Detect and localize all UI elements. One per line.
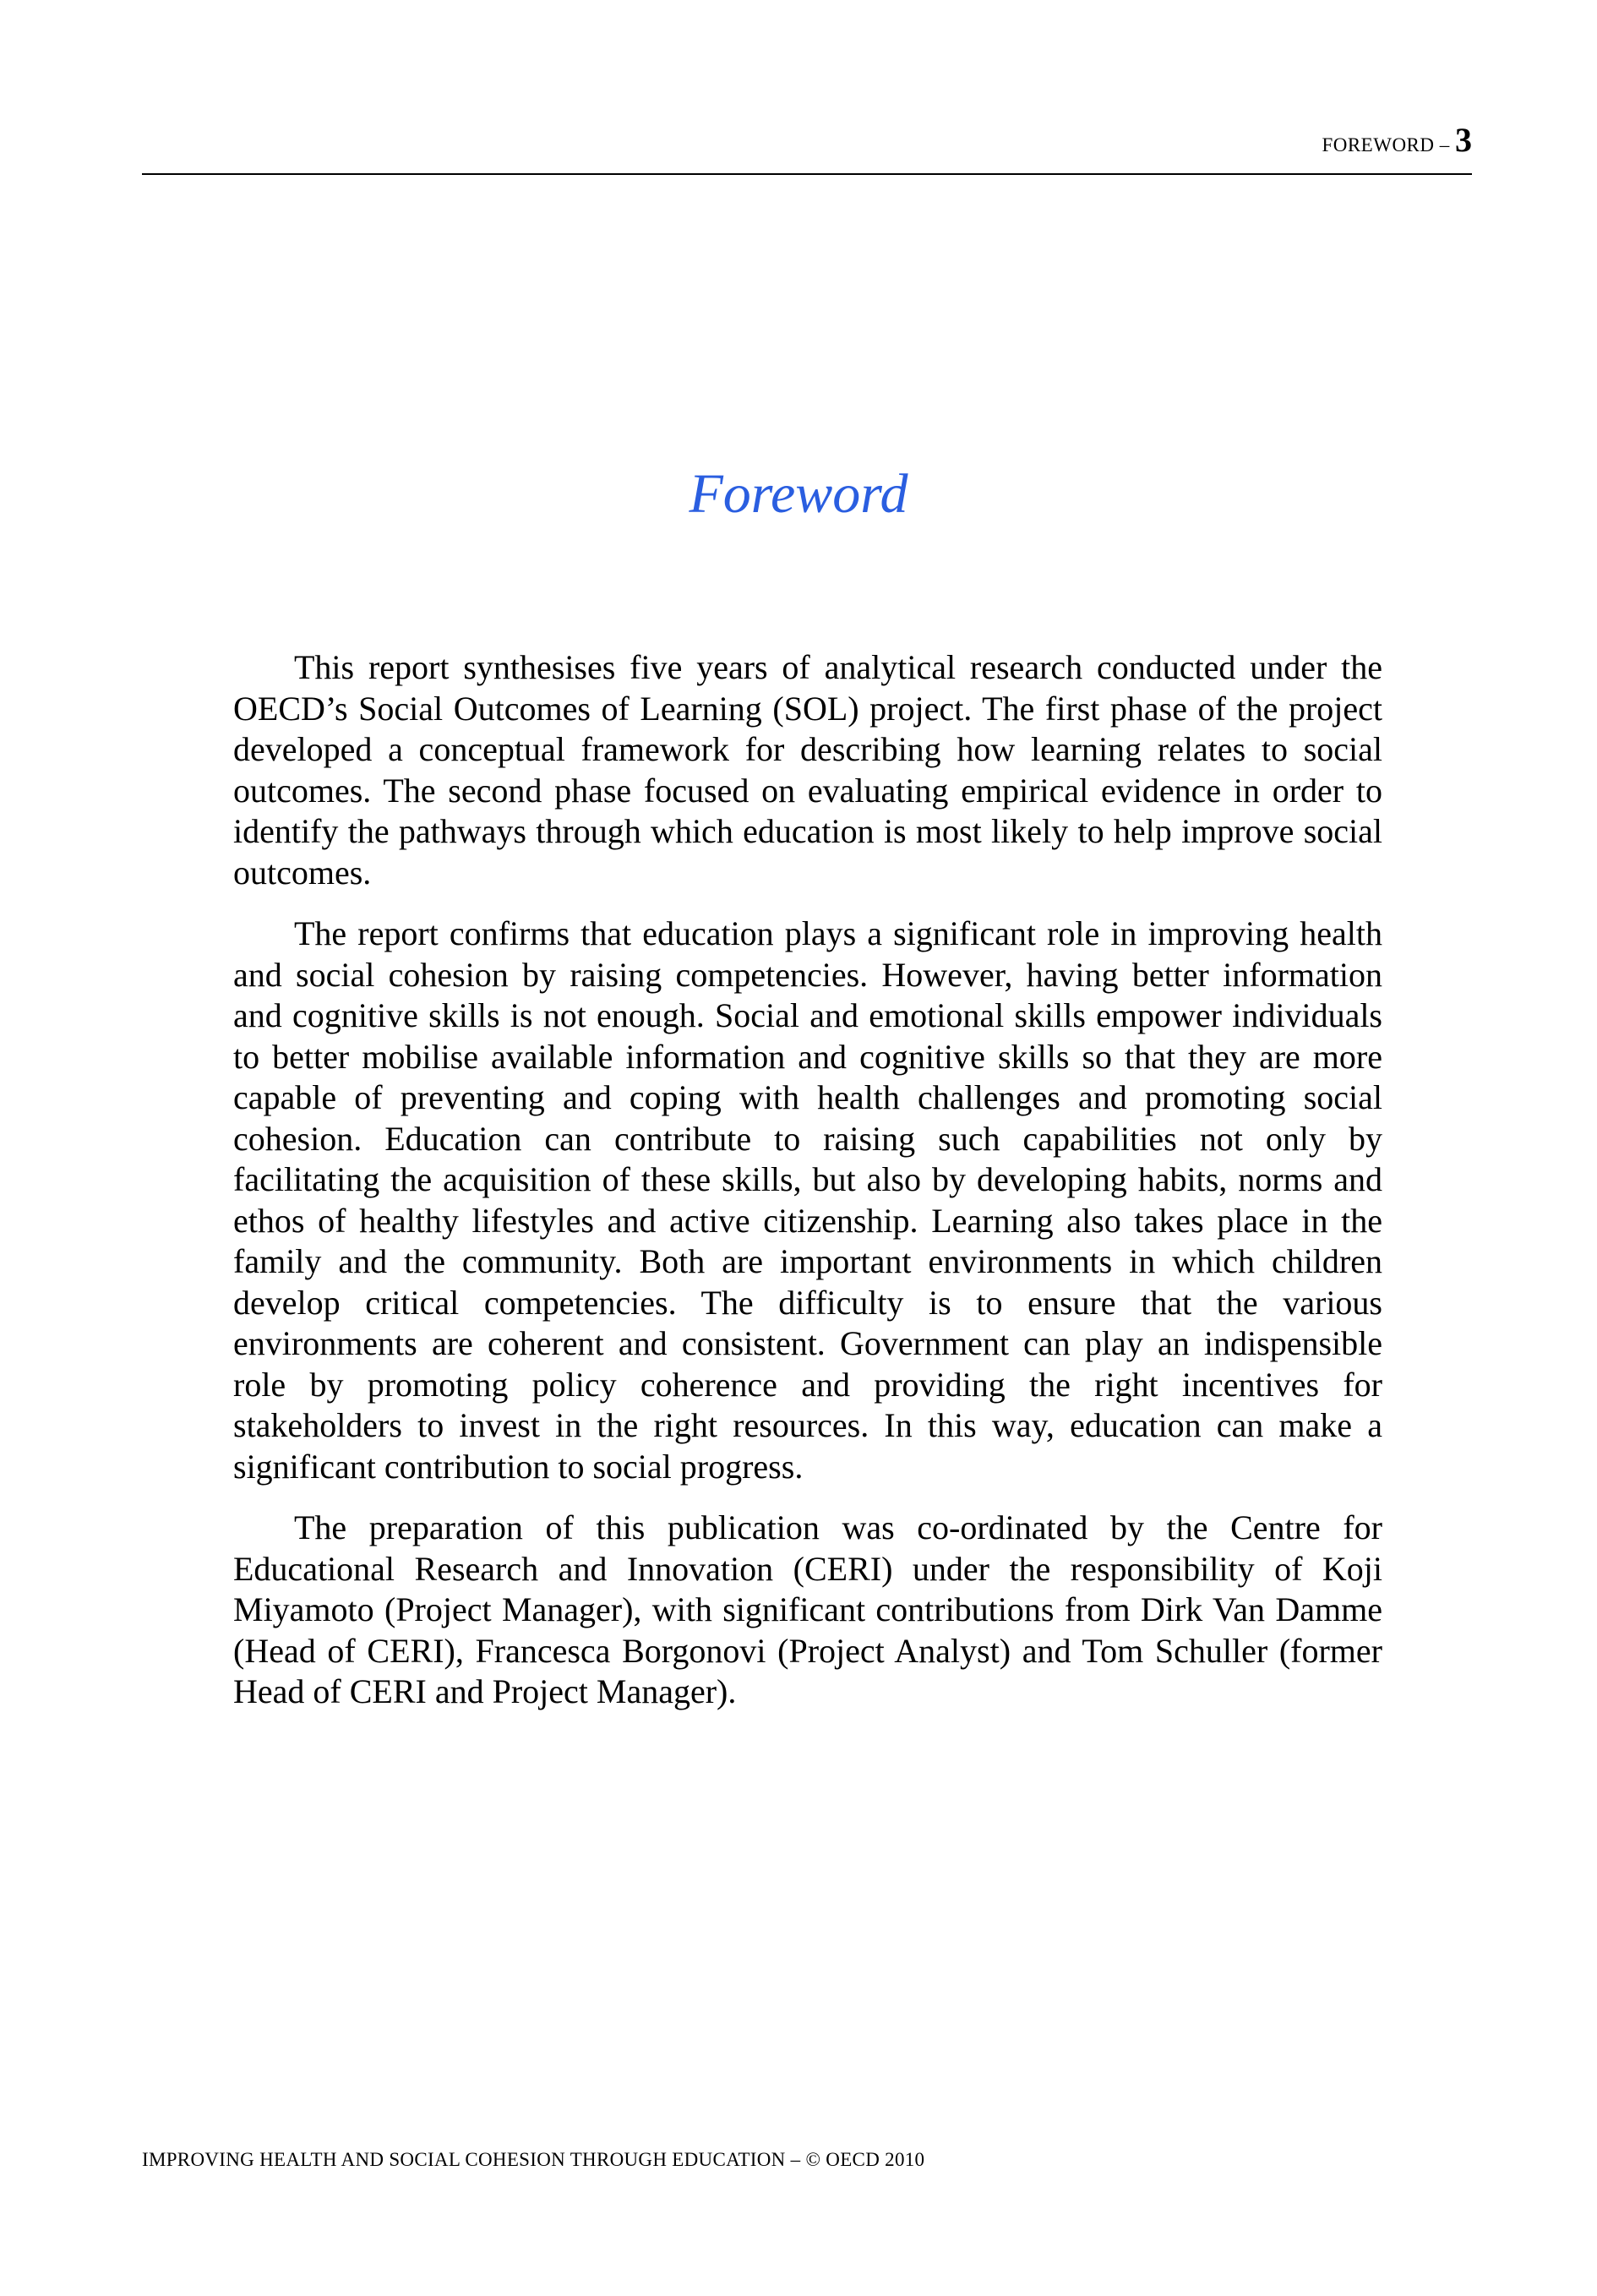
paragraph-1: This report synthesises five years of analytical research conducted under the OECD’s Social Outcomes of Learning (SOL) project. The first phase of the project developed a conceptual framework for describing how learning relates to social outcomes. The second phase focused on evaluating empirical evidence in order to identify the pathways through which education is most likely to help improve social outcomes. xyxy=(233,648,1382,892)
foreword-body xyxy=(233,647,1382,1733)
header-divider xyxy=(142,173,1472,175)
page-title: Foreword xyxy=(689,463,908,525)
paragraph-3: The preparation of this publication was co-ordinated by the Centre for Educational Research and Innovation (CERI) under the responsibility of Koji Miyamoto (Project Manager), with significant contributions from Dirk Van Damme (Head of CERI), Francesca Borgonovi (Project Analyst) and Tom Schuller (former Head of CERI and Project Manager). xyxy=(233,1508,1382,1710)
running-head-title: FOREWORD – xyxy=(1322,134,1450,155)
page-number: 3 xyxy=(1455,121,1472,159)
running-head xyxy=(1322,123,1472,157)
page-footer: IMPROVING HEALTH AND SOCIAL COHESION THROUGH EDUCATION – © OECD 2010 xyxy=(142,2149,925,2170)
paragraph-2: The report confirms that education plays a significant role in improving health and social cohesion by raising competencies. However, having better information and cognitive skills is not enough. Social and emotional skills empower individuals to better mobilise available information and cognitive skills so that they are more capable of preventing and coping with health challenges and promoting social cohesion. Education can contribute to raising such capabilities not only by facilitating the acquisition of these skills, but also by developing habits, norms and ethos of healthy lifestyles and active citizenship. Learning also takes place in the family and the community. Both are important environments in which children develop critical competencies. The difficulty is to ensure that the various environments are coherent and consistent. Government can play an indispensible role by promoting policy coherence and providing the right incentives for stakeholders to invest in the right resources. In this way, education can make a significant contribution to social progress. xyxy=(233,914,1382,1486)
